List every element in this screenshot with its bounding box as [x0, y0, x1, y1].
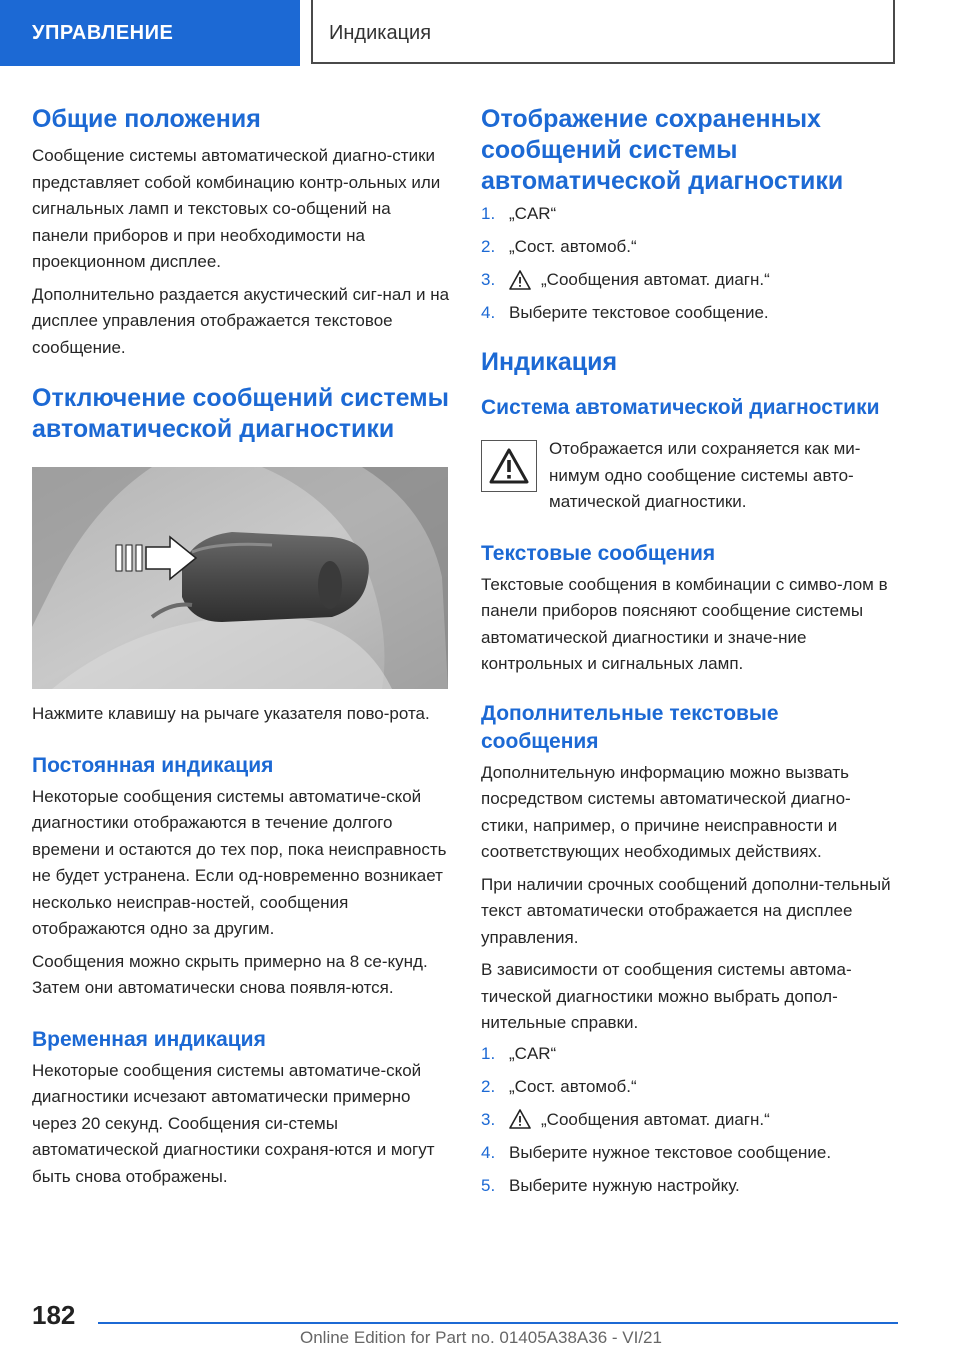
steps-saved-messages [481, 197, 897, 329]
step-text: Выберите нужную настройку. [509, 1175, 740, 1195]
heading-temporary-indication: Временная индикация [32, 1027, 266, 1051]
step-number: 2. [481, 237, 496, 256]
heading-auto-diagnostics: Система автоматической диагностики [481, 396, 880, 419]
paragraph-press-button: Нажмите клавишу на рычаге указателя пово-рота. [32, 704, 430, 723]
left-column [32, 104, 450, 1190]
step-number: 1. [481, 1043, 496, 1063]
paragraph-additional-2: При наличии срочных сообщений дополни-тельный текст автоматически отображается на дисплее управления. [481, 874, 891, 947]
list-item [481, 1037, 897, 1070]
step-number: 2. [481, 1076, 496, 1096]
step-text: „Сост. автомоб.“ [509, 1076, 637, 1096]
step-number: 3. [481, 1109, 496, 1129]
heading-additional-messages: Дополнительные текстовые сообщения [481, 701, 779, 753]
paragraph-permanent-2: Сообщения можно скрыть примерно на 8 се-кунд. Затем они автоматически снова появля-ются. [32, 951, 428, 997]
list-item [481, 1070, 897, 1103]
section-tab[interactable]: УПРАВЛЕНИЕ [0, 0, 300, 66]
page-number: 182 [32, 1300, 76, 1330]
paragraph-general-2: Дополнительно раздается акустический сиг-нал и на дисплее управления отображается текстовое сообщение. [32, 284, 450, 357]
paragraph-temporary: Некоторые сообщения системы автоматиче-ской диагностики исчезают автоматически примерно через 20 секунд. Сообщения си-стемы автоматической диагностики сохраня-ются и могут быть снова отображены. [32, 1060, 435, 1186]
paragraph-text-messages: Текстовые сообщения в комбинации с симво-лом в панели приборов поясняют сообщение системы автоматической диагностики и значе-ние контрольных и сигнальных ламп. [481, 574, 888, 673]
warning-triangle-icon [509, 270, 531, 290]
heading-permanent-indication: Постоянная индикация [32, 753, 274, 777]
right-column [481, 104, 897, 1202]
list-item [481, 263, 897, 296]
footer-edition: Online Edition for Part no. 01405A38A36 - VI/21 [300, 1328, 662, 1347]
step-number: 4. [481, 303, 496, 322]
heading-disable-messages: Отключение сообщений системы автоматической диагностики [32, 384, 450, 443]
warning-frame [481, 440, 537, 492]
step-number: 5. [481, 1175, 496, 1195]
step-text: „CAR“ [509, 1043, 557, 1063]
step-text: Выберите текстовое сообщение. [509, 303, 769, 322]
turn-signal-lever-photo [32, 467, 448, 689]
paragraph-additional-1: Дополнительную информацию можно вызвать посредством системы автоматической диагно-стики, например, о причине неисправности и соответствующих необходимых действиях. [481, 762, 851, 861]
list-item [481, 1169, 897, 1202]
heading-saved-messages: Отображение сохраненных сообщений системы автоматической диагностики [481, 105, 844, 195]
warning-triangle-icon [509, 1109, 531, 1129]
list-item [481, 230, 897, 263]
steps-additional-messages [481, 1037, 897, 1202]
page-header [0, 0, 960, 66]
heading-general: Общие положения [32, 105, 261, 133]
paragraph-additional-3: В зависимости от сообщения системы автома-тической диагностики можно выбрать допол-нительные справки. [481, 960, 852, 1032]
heading-indication: Индикация [481, 348, 618, 376]
step-number: 3. [481, 270, 496, 289]
list-item [481, 296, 897, 329]
heading-text-messages: Текстовые сообщения [481, 541, 716, 565]
list-item [481, 197, 897, 230]
step-text: „Сост. автомоб.“ [509, 237, 637, 256]
list-item [481, 1103, 897, 1136]
footer-divider [98, 1322, 898, 1324]
paragraph-general-1: Сообщение системы автоматической диагно-стики представляет собой комбинацию контр-ольных или сигнальных ламп и текстовых со-общений на панели приборов и при необходимости на проекционном дисплее. [32, 146, 441, 271]
list-item [481, 1136, 897, 1169]
step-text: „Сообщения автомат. диагн.“ [541, 1109, 770, 1129]
step-number: 4. [481, 1142, 496, 1162]
step-text: Выберите нужное текстовое сообщение. [509, 1142, 832, 1162]
step-number: 1. [481, 204, 496, 223]
warning-note [481, 436, 897, 516]
chapter-title: Индикация [311, 0, 895, 64]
warning-icon [489, 448, 529, 484]
paragraph-warning: Отображается или сохраняется как ми-нимум одно сообщение системы авто-матической диагностики. [549, 439, 861, 511]
paragraph-permanent-1: Некоторые сообщения системы автоматиче-ской диагностики отображаются в течение долгого времени и остаются до тех пор, пока неисправность не будет устранена. Если од-новременно возникает несколько неисправ-ностей, сообщения отображаются одно за другим. [32, 786, 447, 938]
step-text: „CAR“ [509, 204, 557, 223]
step-text: „Сообщения автомат. диагн.“ [541, 270, 770, 289]
